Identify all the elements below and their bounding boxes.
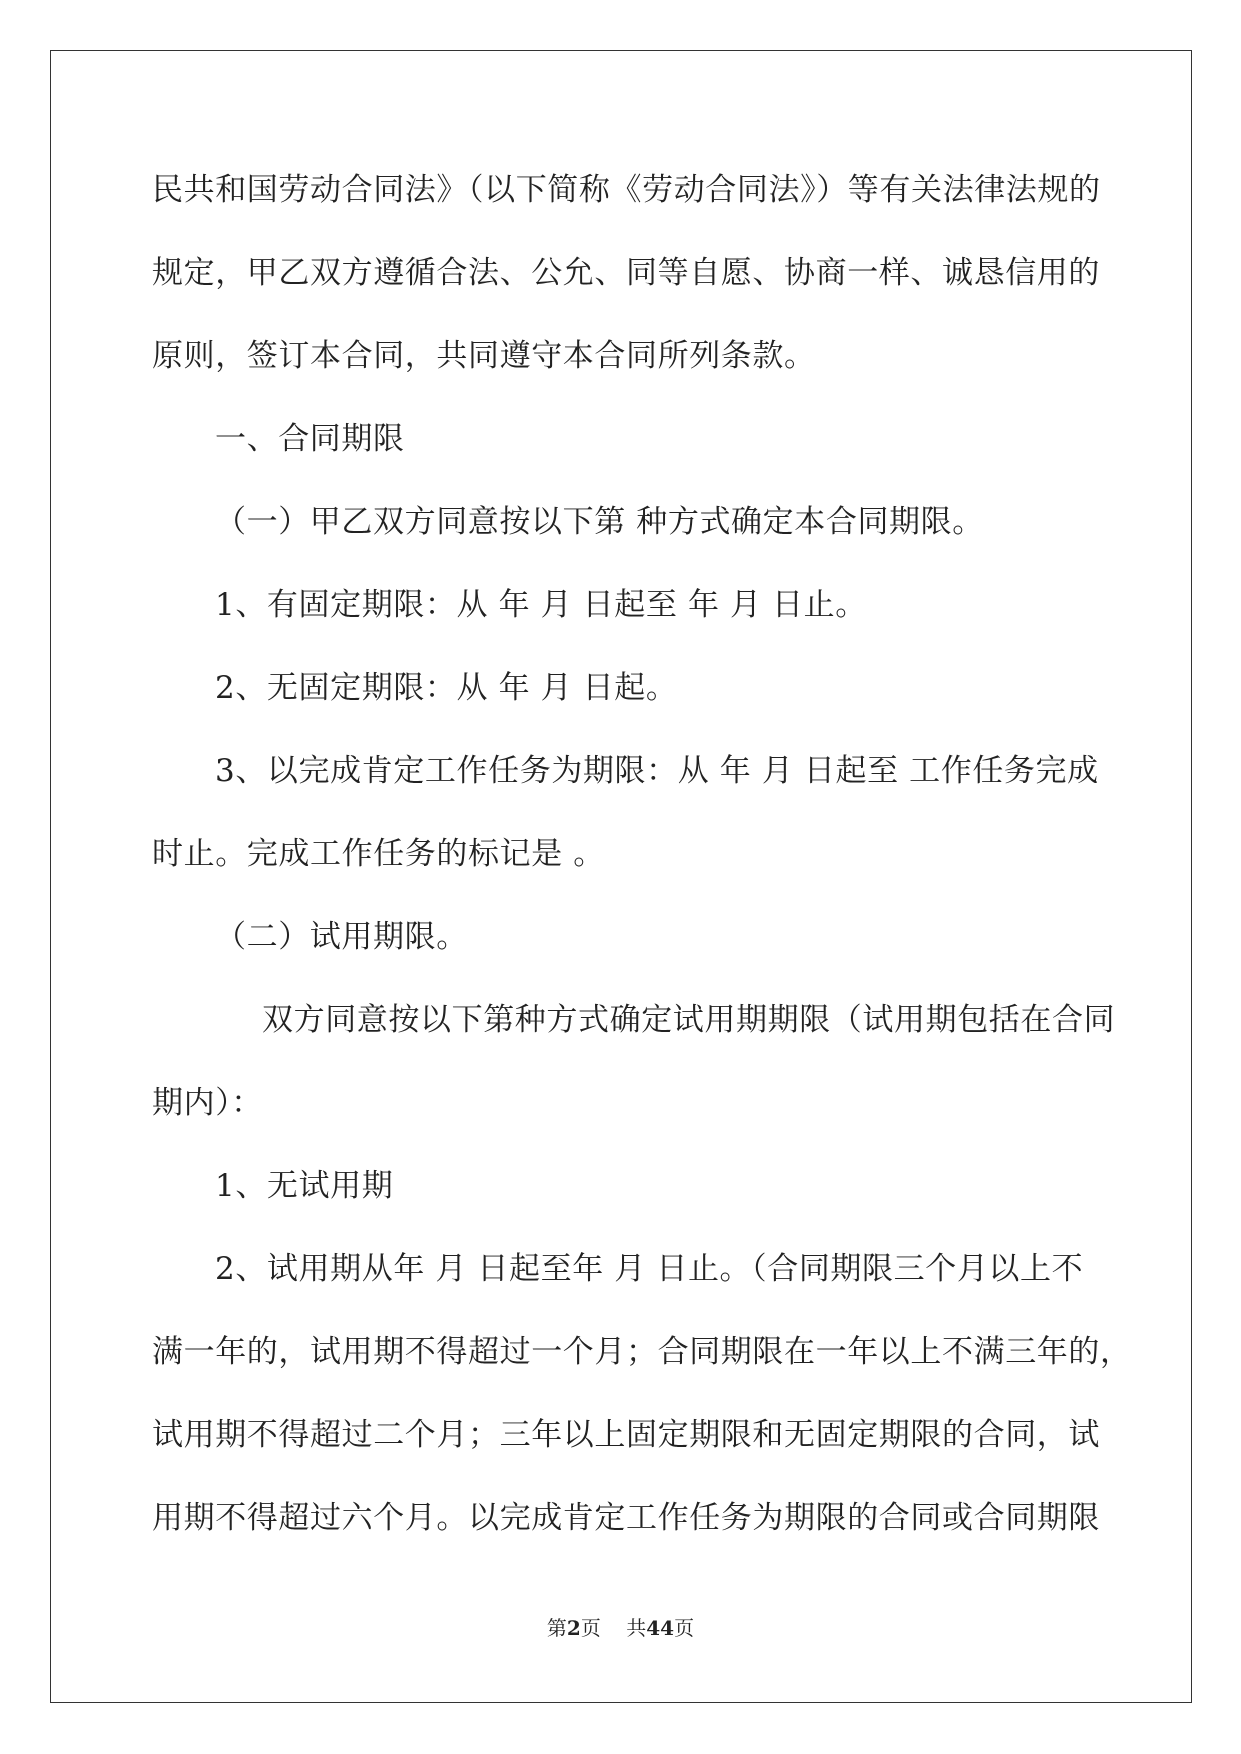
subsection-heading: （二）试用期限。 — [215, 919, 468, 955]
paragraph-line: 期内）： — [152, 1085, 263, 1121]
page-number: 2 — [566, 1616, 581, 1640]
paragraph-line: 满一年的，试用期不得超过一个月；合同期限在一年以上不满三年的， — [152, 1334, 1132, 1370]
page-suffix: 页 — [580, 1616, 601, 1640]
paragraph-line: 时止。完成工作任务的标记是 。 — [152, 836, 605, 872]
paragraph-line: 用期不得超过六个月。以完成肯定工作任务为期限的合同或合同期限 — [152, 1500, 1100, 1536]
list-item: 1、无试用期 — [215, 1168, 394, 1204]
page-prefix: 第 — [546, 1616, 567, 1640]
total-pages: 44 — [646, 1616, 675, 1640]
paragraph-line: 民共和国劳动合同法》（以下简称《劳动合同法》）等有关法律法规的 — [152, 172, 1101, 208]
list-item: 2、无固定期限：从 年 月 日起。 — [215, 670, 678, 706]
section-heading: 一、合同期限 — [215, 421, 405, 457]
paragraph-line: 试用期不得超过二个月；三年以上固定期限和无固定期限的合同，试 — [152, 1417, 1100, 1453]
subsection-heading: （一）甲乙双方同意按以下第 种方式确定本合同期限。 — [215, 504, 984, 540]
page-footer — [0, 1615, 1241, 1641]
list-item: 3、以完成肯定工作任务为期限：从 年 月 日起至 工作任务完成 — [215, 753, 1099, 789]
paragraph-line: 双方同意按以下第种方式确定试用期期限（试用期包括在合同 — [262, 1002, 1116, 1038]
paragraph-line: 原则，签订本合同，共同遵守本合同所列条款。 — [152, 338, 816, 374]
total-prefix: 共 — [626, 1616, 647, 1640]
paragraph-line: 规定，甲乙双方遵循合法、公允、同等自愿、协商一样、诚恳信用的 — [152, 255, 1100, 291]
list-item: 2、试用期从年 月 日起至年 月 日止。（合同期限三个月以上不 — [215, 1251, 1084, 1287]
list-item: 1、有固定期限：从 年 月 日起至 年 月 日止。 — [215, 587, 867, 623]
total-suffix: 页 — [674, 1616, 695, 1640]
page-border — [50, 50, 1192, 1703]
